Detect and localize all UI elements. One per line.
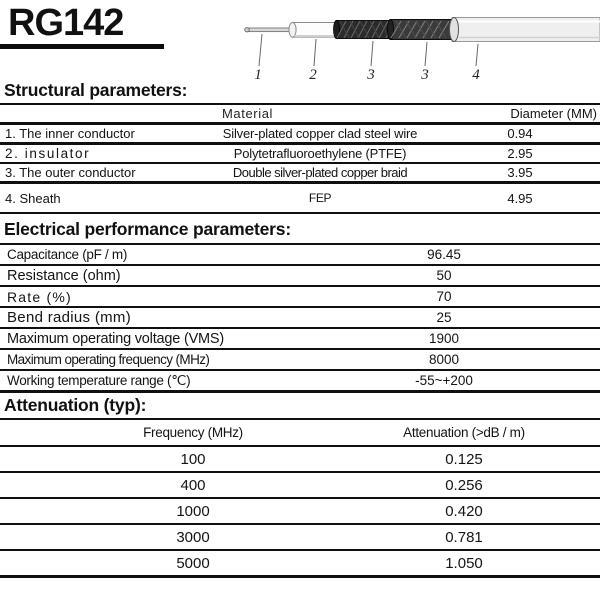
part-name: 2. insulator bbox=[0, 144, 200, 164]
attenuation-value: 1.050 bbox=[372, 550, 600, 577]
parameter-value: 96.45 bbox=[288, 244, 600, 265]
structural-header-blank bbox=[0, 104, 200, 124]
part-diameter: 3.95 bbox=[440, 163, 600, 183]
outer-braid-segment-2 bbox=[388, 20, 454, 40]
insulator-segment bbox=[289, 23, 338, 38]
part-name: 4. Sheath bbox=[0, 183, 200, 214]
table-row bbox=[0, 244, 600, 265]
parameter-label: Working temperature range (℃) bbox=[0, 370, 288, 392]
frequency-value: 100 bbox=[0, 446, 372, 472]
part-diameter: 2.95 bbox=[440, 144, 600, 164]
electrical-table bbox=[0, 243, 600, 393]
part-name: 1. The inner conductor bbox=[0, 124, 200, 144]
parameter-value: 50 bbox=[288, 265, 600, 286]
table-row bbox=[0, 307, 600, 328]
parameter-label: Bend radius (mm) bbox=[0, 307, 288, 328]
table-row bbox=[0, 550, 600, 577]
part-name: 3. The outer conductor bbox=[0, 163, 200, 183]
structural-header-row bbox=[0, 104, 600, 124]
diagram-label-1: 1 bbox=[254, 67, 262, 83]
structural-heading: Structural parameters: bbox=[4, 80, 188, 100]
attenuation-heading: Attenuation (typ): bbox=[4, 395, 147, 415]
part-material: Polytetrafluoroethylene (PTFE) bbox=[200, 144, 440, 164]
part-material: FEP bbox=[200, 183, 440, 214]
frequency-value: 5000 bbox=[0, 550, 372, 577]
structural-col-diameter: Diameter (MM) bbox=[440, 104, 600, 124]
attenuation-value: 0.125 bbox=[372, 446, 600, 472]
table-row bbox=[0, 286, 600, 307]
table-row bbox=[0, 328, 600, 349]
attenuation-col-frequency: Frequency (MHz) bbox=[0, 419, 372, 446]
attenuation-table bbox=[0, 418, 600, 578]
table-row bbox=[0, 144, 600, 164]
structural-table bbox=[0, 103, 600, 214]
table-row bbox=[0, 265, 600, 286]
table-row bbox=[0, 498, 600, 524]
structural-col-material: Material bbox=[200, 104, 440, 124]
outer-braid-segment-1 bbox=[334, 21, 393, 39]
electrical-heading: Electrical performance parameters: bbox=[4, 219, 291, 239]
table-row bbox=[0, 446, 600, 472]
part-material: Double silver-plated copper braid bbox=[200, 163, 440, 183]
cable-diagram bbox=[240, 8, 600, 88]
attenuation-header-row bbox=[0, 419, 600, 446]
parameter-label: Rate (%) bbox=[0, 286, 288, 307]
frequency-value: 400 bbox=[0, 472, 372, 498]
frequency-value: 3000 bbox=[0, 524, 372, 550]
parameter-value: 1900 bbox=[288, 328, 600, 349]
table-row bbox=[0, 370, 600, 392]
table-row bbox=[0, 163, 600, 183]
diagram-label-4: 4 bbox=[472, 67, 480, 83]
table-row bbox=[0, 183, 600, 214]
table-row bbox=[0, 524, 600, 550]
part-material: Silver-plated copper clad steel wire bbox=[200, 124, 440, 144]
parameter-value: -55~+200 bbox=[288, 370, 600, 392]
part-diameter: 0.94 bbox=[440, 124, 600, 144]
parameter-label: Resistance (ohm) bbox=[0, 265, 288, 286]
attenuation-col-attenuation: Attenuation (>dB / m) bbox=[372, 419, 600, 446]
frequency-value: 1000 bbox=[0, 498, 372, 524]
table-row bbox=[0, 349, 600, 370]
sheath-segment bbox=[450, 18, 600, 42]
attenuation-value: 0.256 bbox=[372, 472, 600, 498]
attenuation-value: 0.420 bbox=[372, 498, 600, 524]
parameter-value: 8000 bbox=[288, 349, 600, 370]
table-row bbox=[0, 472, 600, 498]
parameter-label: Maximum operating voltage (VMS) bbox=[0, 328, 288, 349]
attenuation-value: 0.781 bbox=[372, 524, 600, 550]
diagram-label-2: 2 bbox=[309, 67, 317, 83]
part-diameter: 4.95 bbox=[440, 183, 600, 214]
title-underline bbox=[0, 44, 164, 49]
parameter-value: 25 bbox=[288, 307, 600, 328]
parameter-label: Capacitance (pF / m) bbox=[0, 244, 288, 265]
table-row bbox=[0, 124, 600, 144]
parameter-value: 70 bbox=[288, 286, 600, 307]
diagram-label-3b: 3 bbox=[421, 67, 429, 83]
parameter-label: Maximum operating frequency (MHz) bbox=[0, 349, 288, 370]
page-title: RG142 bbox=[8, 2, 124, 44]
diagram-label-3a: 3 bbox=[367, 67, 375, 83]
